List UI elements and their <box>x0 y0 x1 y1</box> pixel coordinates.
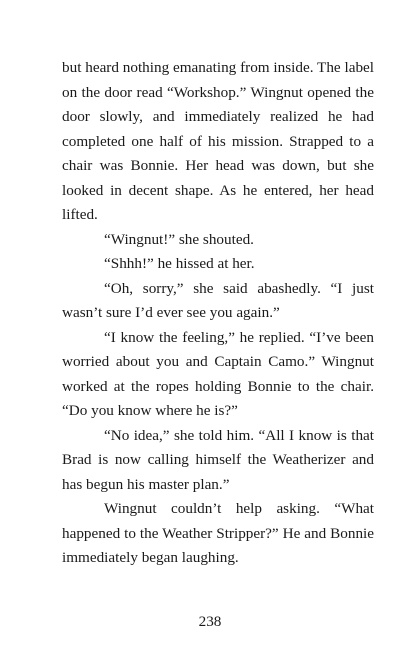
paragraph-dialogue: “Wingnut!” she shouted. <box>104 230 254 248</box>
paragraph-dialogue: “I know the feeling,” he replied. “I’ve been worried about you and Captain Camo.” Wingnut worked at the ropes holding Bonnie to the chair. “Do you know where he is?” <box>62 328 374 419</box>
paragraph-dialogue: “Oh, sorry,” she said abashedly. “I just wasn’t sure I’d ever see you again.” <box>62 279 374 321</box>
paragraph-dialogue: “Shhh!” he hissed at her. <box>104 255 255 272</box>
paragraph-narration: Wingnut couldn’t help asking. “What happened to the Weather Stripper?” He and Bonnie immediately began laughing. <box>62 500 374 566</box>
paragraph-dialogue: “No idea,” she told him. “All I know is that Brad is now calling himself the Weatherizer and has begun his master plan.” <box>62 426 374 493</box>
paragraph-continued: but heard nothing emanating from inside. The label on the door read “Workshop.” Wingnut opened the door slowly, and immediately realized he had completed one half of his mission. Strapped to a chair was Bonnie. Her head was down, but she looked in decent shape. As he entered, her head lifted. <box>62 59 374 223</box>
page-number: 238 <box>198 613 222 630</box>
book-page-body <box>62 56 374 571</box>
